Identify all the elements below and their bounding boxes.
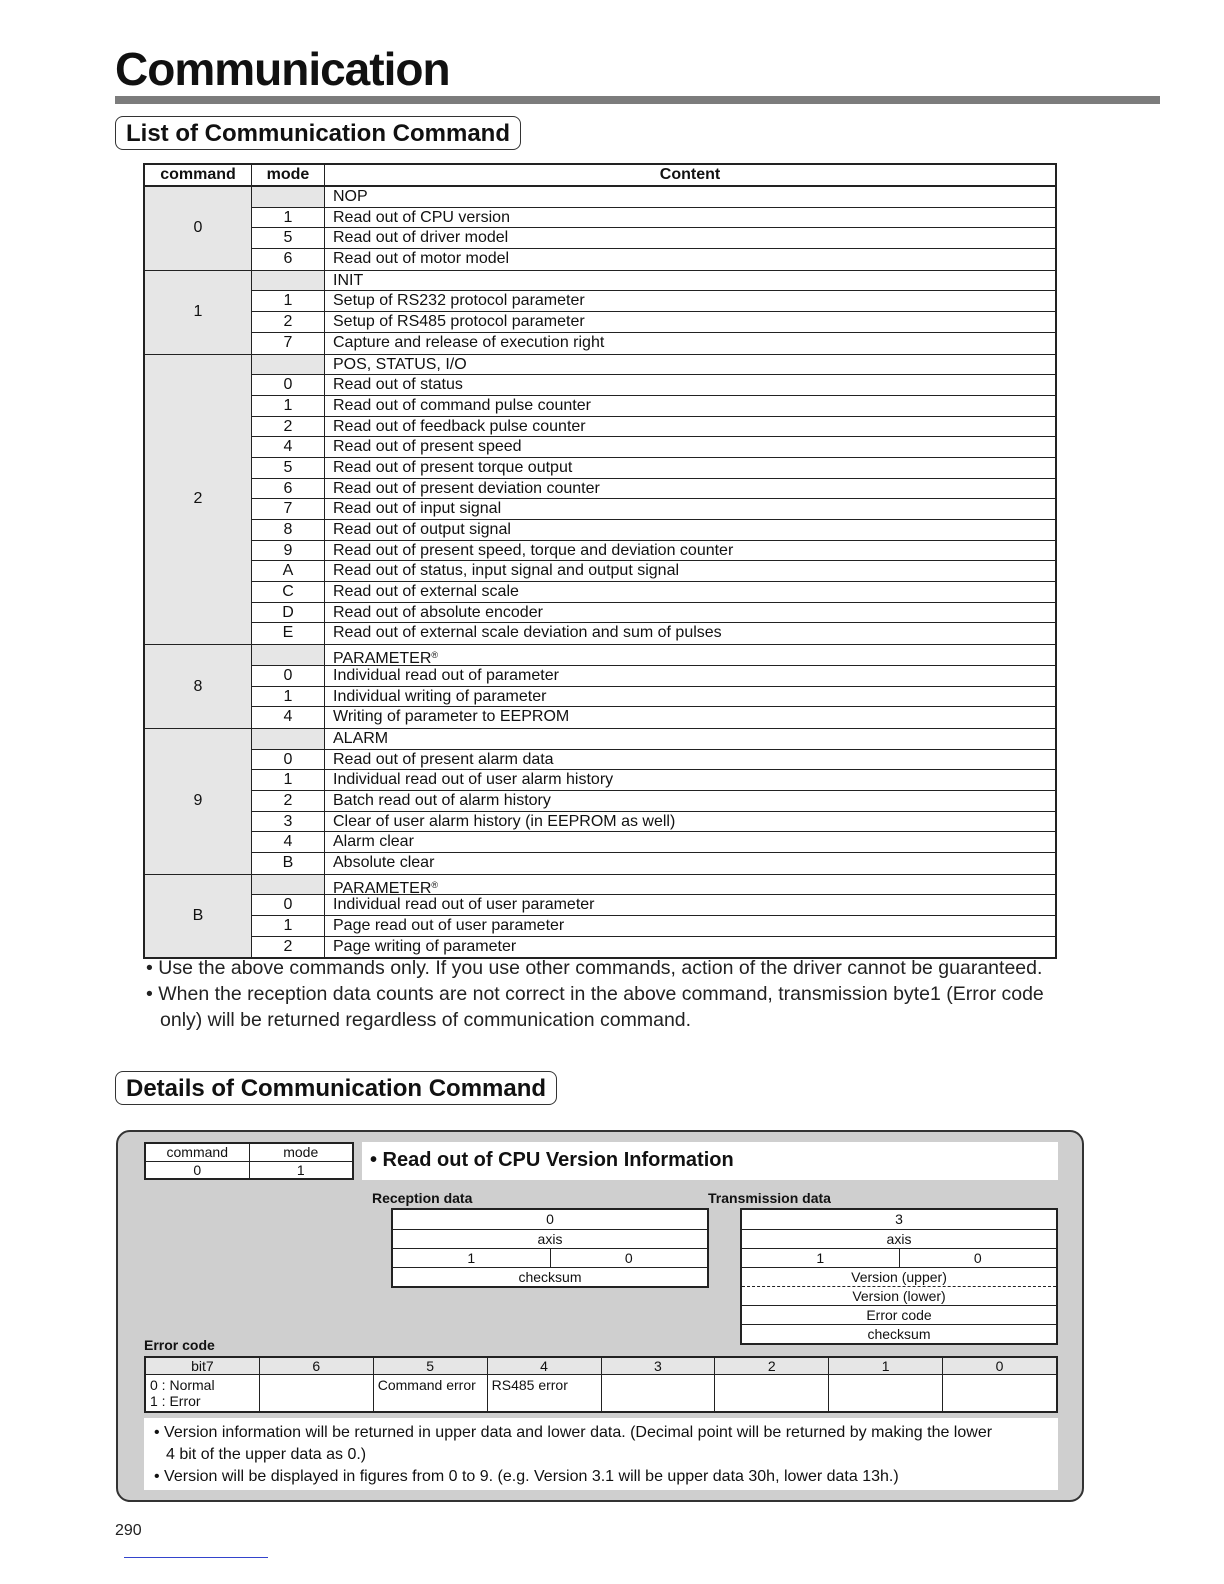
content-cell bbox=[325, 875, 1055, 895]
error-bit-header-cell: 0 bbox=[942, 1358, 1056, 1374]
content-text: Individual read out of parameter bbox=[333, 666, 559, 684]
content-text: Capture and release of execution right bbox=[333, 333, 605, 351]
mode-cell bbox=[252, 271, 325, 291]
content-cell bbox=[325, 228, 1055, 248]
content-cell bbox=[325, 479, 1055, 499]
command-group bbox=[145, 187, 1055, 271]
detail-note-1a: • Version information will be returned in upper data and lower data. (Decimal point will be returned by making the lower bbox=[154, 1424, 993, 1441]
transmission-mode-lo: 0 bbox=[899, 1249, 1057, 1267]
mode-cell: 3 bbox=[252, 812, 325, 832]
transmission-version-upper: Version (upper) bbox=[851, 1269, 947, 1285]
command-row bbox=[252, 249, 1055, 270]
command-notes bbox=[146, 955, 1096, 1033]
page-number: 290 bbox=[115, 1522, 142, 1539]
mode-cell: 1 bbox=[252, 916, 325, 936]
note-2a: • When the reception data counts are not correct in the above command, transmission byte1 (Error code bbox=[146, 983, 1044, 1005]
detail-notes bbox=[144, 1418, 1058, 1490]
command-table bbox=[143, 163, 1057, 959]
mini-mode-label: mode bbox=[249, 1144, 353, 1161]
content-text: PARAMETER bbox=[333, 879, 432, 897]
mode-cell: 1 bbox=[252, 396, 325, 416]
mode-cell: 9 bbox=[252, 541, 325, 561]
mode-cell bbox=[252, 187, 325, 207]
note-1: • Use the above commands only. If you use other commands, action of the driver cannot be guaranteed. bbox=[146, 957, 1043, 979]
mode-cell: 7 bbox=[252, 333, 325, 354]
command-row bbox=[252, 479, 1055, 500]
content-cell bbox=[325, 355, 1055, 375]
command-row bbox=[252, 561, 1055, 582]
command-row bbox=[252, 750, 1055, 771]
mode-cell bbox=[252, 355, 325, 375]
command-row bbox=[252, 770, 1055, 791]
command-row bbox=[252, 645, 1055, 666]
content-text: Batch read out of alarm history bbox=[333, 791, 551, 809]
mini-command-label: command bbox=[166, 1144, 228, 1160]
content-cell bbox=[325, 541, 1055, 561]
mode-cell bbox=[252, 729, 325, 749]
mode-cell: 4 bbox=[252, 437, 325, 457]
reception-checksum: checksum bbox=[518, 1269, 582, 1285]
note-2b: only) will be returned regardless of communication command. bbox=[160, 1009, 692, 1031]
content-text: Read out of feedback pulse counter bbox=[333, 417, 586, 435]
content-cell bbox=[325, 291, 1055, 311]
mini-command-value: 0 bbox=[193, 1162, 202, 1178]
content-text: Setup of RS232 protocol parameter bbox=[333, 292, 585, 310]
command-row bbox=[252, 208, 1055, 229]
command-table-header bbox=[145, 165, 1055, 187]
error-bit1-cell bbox=[828, 1375, 942, 1411]
mode-cell: 4 bbox=[252, 832, 325, 852]
transmission-mode-hi: 1 bbox=[816, 1250, 825, 1266]
error-bit5-cell: Command error bbox=[373, 1375, 487, 1411]
error-bit-row bbox=[146, 1375, 1056, 1411]
transmission-frame bbox=[740, 1208, 1058, 1345]
content-text: Read out of input signal bbox=[333, 500, 502, 518]
transmission-checksum: checksum bbox=[867, 1326, 931, 1342]
detail-note-2: • Version will be displayed in figures from 0 to 9. (e.g. Version 3.1 will be upper data 30h, lower data 13h.) bbox=[154, 1468, 899, 1485]
command-groups bbox=[145, 187, 1055, 957]
mode-cell: 8 bbox=[252, 520, 325, 540]
footer-rule bbox=[124, 1557, 268, 1558]
mode-cell: 5 bbox=[252, 228, 325, 248]
error-bit2-cell bbox=[714, 1375, 828, 1411]
content-text: Read out of status, input signal and output signal bbox=[333, 562, 680, 580]
mode-cell: 0 bbox=[252, 895, 325, 915]
content-text: Read out of present speed bbox=[333, 438, 522, 456]
content-cell bbox=[325, 853, 1055, 874]
content-text: Individual read out of user alarm history bbox=[333, 771, 614, 789]
command-group bbox=[145, 355, 1055, 646]
content-cell bbox=[325, 729, 1055, 749]
content-cell bbox=[325, 770, 1055, 790]
command-row bbox=[252, 875, 1055, 896]
mode-cell: 1 bbox=[252, 291, 325, 311]
content-cell bbox=[325, 333, 1055, 354]
registered-mark: ® bbox=[431, 879, 439, 890]
error-bit4-cell: RS485 error bbox=[487, 1375, 601, 1411]
command-row bbox=[252, 291, 1055, 312]
command-code: 9 bbox=[145, 729, 252, 874]
mode-cell: 6 bbox=[252, 249, 325, 270]
mode-cell: 5 bbox=[252, 458, 325, 478]
command-row bbox=[252, 437, 1055, 458]
mode-cell: A bbox=[252, 561, 325, 581]
mode-cell: 1 bbox=[252, 687, 325, 707]
content-cell bbox=[325, 375, 1055, 395]
transmission-axis: axis bbox=[886, 1231, 912, 1247]
content-cell bbox=[325, 271, 1055, 291]
command-row bbox=[252, 791, 1055, 812]
detail-box bbox=[116, 1130, 1084, 1502]
command-row bbox=[252, 916, 1055, 937]
header-command: command bbox=[145, 165, 252, 185]
content-text: Read out of status bbox=[333, 376, 463, 394]
command-row bbox=[252, 582, 1055, 603]
error-bit-header-cell: 1 bbox=[828, 1358, 942, 1374]
transmission-error-code: Error code bbox=[866, 1307, 932, 1323]
command-code: B bbox=[145, 875, 252, 958]
error-bit-header-cell: bit7 bbox=[191, 1358, 214, 1374]
command-row bbox=[252, 458, 1055, 479]
content-text: Read out of absolute encoder bbox=[333, 603, 543, 621]
mode-cell: 0 bbox=[252, 750, 325, 770]
content-cell bbox=[325, 458, 1055, 478]
reception-label: Reception data bbox=[372, 1190, 473, 1206]
command-row bbox=[252, 603, 1055, 624]
content-cell bbox=[325, 520, 1055, 540]
content-cell bbox=[325, 812, 1055, 832]
content-text: Individual read out of user parameter bbox=[333, 896, 595, 914]
error-bit6-cell bbox=[259, 1375, 373, 1411]
mode-cell bbox=[252, 875, 325, 895]
content-cell bbox=[325, 582, 1055, 602]
mode-cell: B bbox=[252, 853, 325, 874]
mode-cell: C bbox=[252, 582, 325, 602]
header-mode: mode bbox=[252, 165, 325, 185]
transmission-version-lower: Version (lower) bbox=[852, 1288, 946, 1304]
content-text: PARAMETER bbox=[333, 650, 432, 668]
content-text: Individual writing of parameter bbox=[333, 687, 547, 705]
command-group bbox=[145, 271, 1055, 355]
error-bit7-line2: 1 : Error bbox=[150, 1393, 201, 1409]
page-title: Communication bbox=[115, 43, 450, 95]
content-text: Setup of RS485 protocol parameter bbox=[333, 313, 585, 331]
content-text: Read out of present alarm data bbox=[333, 750, 554, 768]
mode-cell: 1 bbox=[252, 770, 325, 790]
mode-cell: 0 bbox=[252, 666, 325, 686]
command-group bbox=[145, 645, 1055, 729]
error-bit-header-cell: 3 bbox=[601, 1358, 715, 1374]
mode-cell: 0 bbox=[252, 375, 325, 395]
command-row bbox=[252, 687, 1055, 708]
mode-cell: 2 bbox=[252, 937, 325, 958]
command-row bbox=[252, 271, 1055, 292]
content-text: Alarm clear bbox=[333, 833, 414, 851]
content-cell bbox=[325, 687, 1055, 707]
command-row bbox=[252, 623, 1055, 644]
command-row bbox=[252, 812, 1055, 833]
error-bit-header-cell: 5 bbox=[373, 1358, 487, 1374]
transmission-byte-0: 3 bbox=[895, 1211, 903, 1227]
mode-cell: E bbox=[252, 623, 325, 644]
mode-cell: 4 bbox=[252, 707, 325, 728]
mode-cell: D bbox=[252, 603, 325, 623]
header-content: Content bbox=[659, 166, 721, 183]
command-row bbox=[252, 312, 1055, 333]
content-cell bbox=[325, 417, 1055, 437]
command-mode-table bbox=[144, 1142, 354, 1180]
content-text: Read out of CPU version bbox=[333, 208, 510, 226]
content-text: Read out of command pulse counter bbox=[333, 396, 591, 414]
command-group bbox=[145, 875, 1055, 958]
content-text: NOP bbox=[333, 188, 368, 205]
content-text: Read out of present deviation counter bbox=[333, 479, 600, 497]
error-code-table bbox=[144, 1356, 1058, 1413]
command-row bbox=[252, 520, 1055, 541]
mode-cell: 2 bbox=[252, 417, 325, 437]
error-bit-header-cell: 4 bbox=[487, 1358, 601, 1374]
title-rule bbox=[115, 96, 1160, 104]
mode-cell: 6 bbox=[252, 479, 325, 499]
error-bit3-cell bbox=[601, 1375, 715, 1411]
command-row bbox=[252, 417, 1055, 438]
content-text: Read out of present speed, torque and deviation counter bbox=[333, 541, 734, 559]
command-row bbox=[252, 707, 1055, 728]
reception-mode-hi: 1 bbox=[467, 1250, 476, 1266]
content-text: Page writing of parameter bbox=[333, 937, 517, 955]
detail-title: • Read out of CPU Version Information bbox=[362, 1142, 1058, 1180]
error-bit-header-cell: 2 bbox=[714, 1358, 828, 1374]
command-row bbox=[252, 895, 1055, 916]
mode-cell: 2 bbox=[252, 791, 325, 811]
reception-axis: axis bbox=[537, 1231, 563, 1247]
content-cell bbox=[325, 832, 1055, 852]
content-text: Writing of parameter to EEPROM bbox=[333, 708, 570, 726]
mode-cell: 1 bbox=[252, 208, 325, 228]
command-row bbox=[252, 187, 1055, 208]
command-code: 2 bbox=[145, 355, 252, 645]
mode-cell bbox=[252, 645, 325, 665]
content-cell bbox=[325, 791, 1055, 811]
content-cell bbox=[325, 916, 1055, 936]
content-text: ALARM bbox=[333, 729, 389, 747]
command-row bbox=[252, 853, 1055, 874]
content-cell bbox=[325, 707, 1055, 728]
content-text: INIT bbox=[333, 271, 364, 289]
content-cell bbox=[325, 499, 1055, 519]
content-text: POS, STATUS, I/O bbox=[333, 355, 467, 373]
content-text: Read out of external scale bbox=[333, 583, 519, 601]
content-text: Read out of motor model bbox=[333, 250, 510, 268]
error-bit7-cell bbox=[146, 1375, 259, 1411]
command-row bbox=[252, 355, 1055, 376]
command-row bbox=[252, 396, 1055, 417]
command-row bbox=[252, 729, 1055, 750]
command-code: 0 bbox=[145, 187, 252, 270]
command-code: 1 bbox=[145, 271, 252, 354]
content-cell bbox=[325, 666, 1055, 686]
content-cell bbox=[325, 437, 1055, 457]
error-code-label: Error code bbox=[144, 1337, 215, 1353]
command-row bbox=[252, 333, 1055, 354]
content-cell bbox=[325, 208, 1055, 228]
mode-cell: 7 bbox=[252, 499, 325, 519]
command-group bbox=[145, 729, 1055, 875]
section-heading-details: Details of Communication Command bbox=[115, 1071, 557, 1105]
command-row bbox=[252, 499, 1055, 520]
error-bit7-line1: 0 : Normal bbox=[150, 1377, 215, 1393]
content-cell bbox=[325, 187, 1055, 207]
command-row bbox=[252, 832, 1055, 853]
content-text: Page read out of user parameter bbox=[333, 917, 565, 935]
content-cell bbox=[325, 396, 1055, 416]
command-row bbox=[252, 666, 1055, 687]
command-row bbox=[252, 375, 1055, 396]
content-cell bbox=[325, 561, 1055, 581]
error-bit0-cell bbox=[942, 1375, 1056, 1411]
content-cell bbox=[325, 750, 1055, 770]
registered-mark: ® bbox=[431, 650, 439, 661]
content-text: Absolute clear bbox=[333, 854, 435, 871]
content-text: Read out of driver model bbox=[333, 229, 509, 247]
command-code: 8 bbox=[145, 645, 252, 728]
transmission-label: Transmission data bbox=[708, 1190, 831, 1206]
error-bit-header bbox=[146, 1358, 1056, 1375]
command-row bbox=[252, 228, 1055, 249]
reception-mode-lo: 0 bbox=[550, 1249, 708, 1267]
content-cell bbox=[325, 312, 1055, 332]
mini-mode-value: 1 bbox=[249, 1162, 353, 1178]
detail-note-1b: 4 bit of the upper data as 0.) bbox=[166, 1446, 367, 1463]
command-row bbox=[252, 541, 1055, 562]
content-text: Clear of user alarm history (in EEPROM as well) bbox=[333, 812, 676, 830]
content-text: Read out of output signal bbox=[333, 521, 511, 538]
error-bit-header-cell: 6 bbox=[259, 1358, 373, 1374]
content-cell bbox=[325, 603, 1055, 623]
reception-byte-0: 0 bbox=[546, 1211, 554, 1227]
content-cell bbox=[325, 623, 1055, 644]
section-heading-list: List of Communication Command bbox=[115, 116, 521, 150]
mode-cell: 2 bbox=[252, 312, 325, 332]
content-cell bbox=[325, 895, 1055, 915]
content-cell bbox=[325, 249, 1055, 270]
reception-frame bbox=[391, 1208, 709, 1288]
content-text: Read out of present torque output bbox=[333, 458, 573, 476]
content-cell bbox=[325, 645, 1055, 668]
content-text: Read out of external scale deviation and sum of pulses bbox=[333, 624, 722, 642]
